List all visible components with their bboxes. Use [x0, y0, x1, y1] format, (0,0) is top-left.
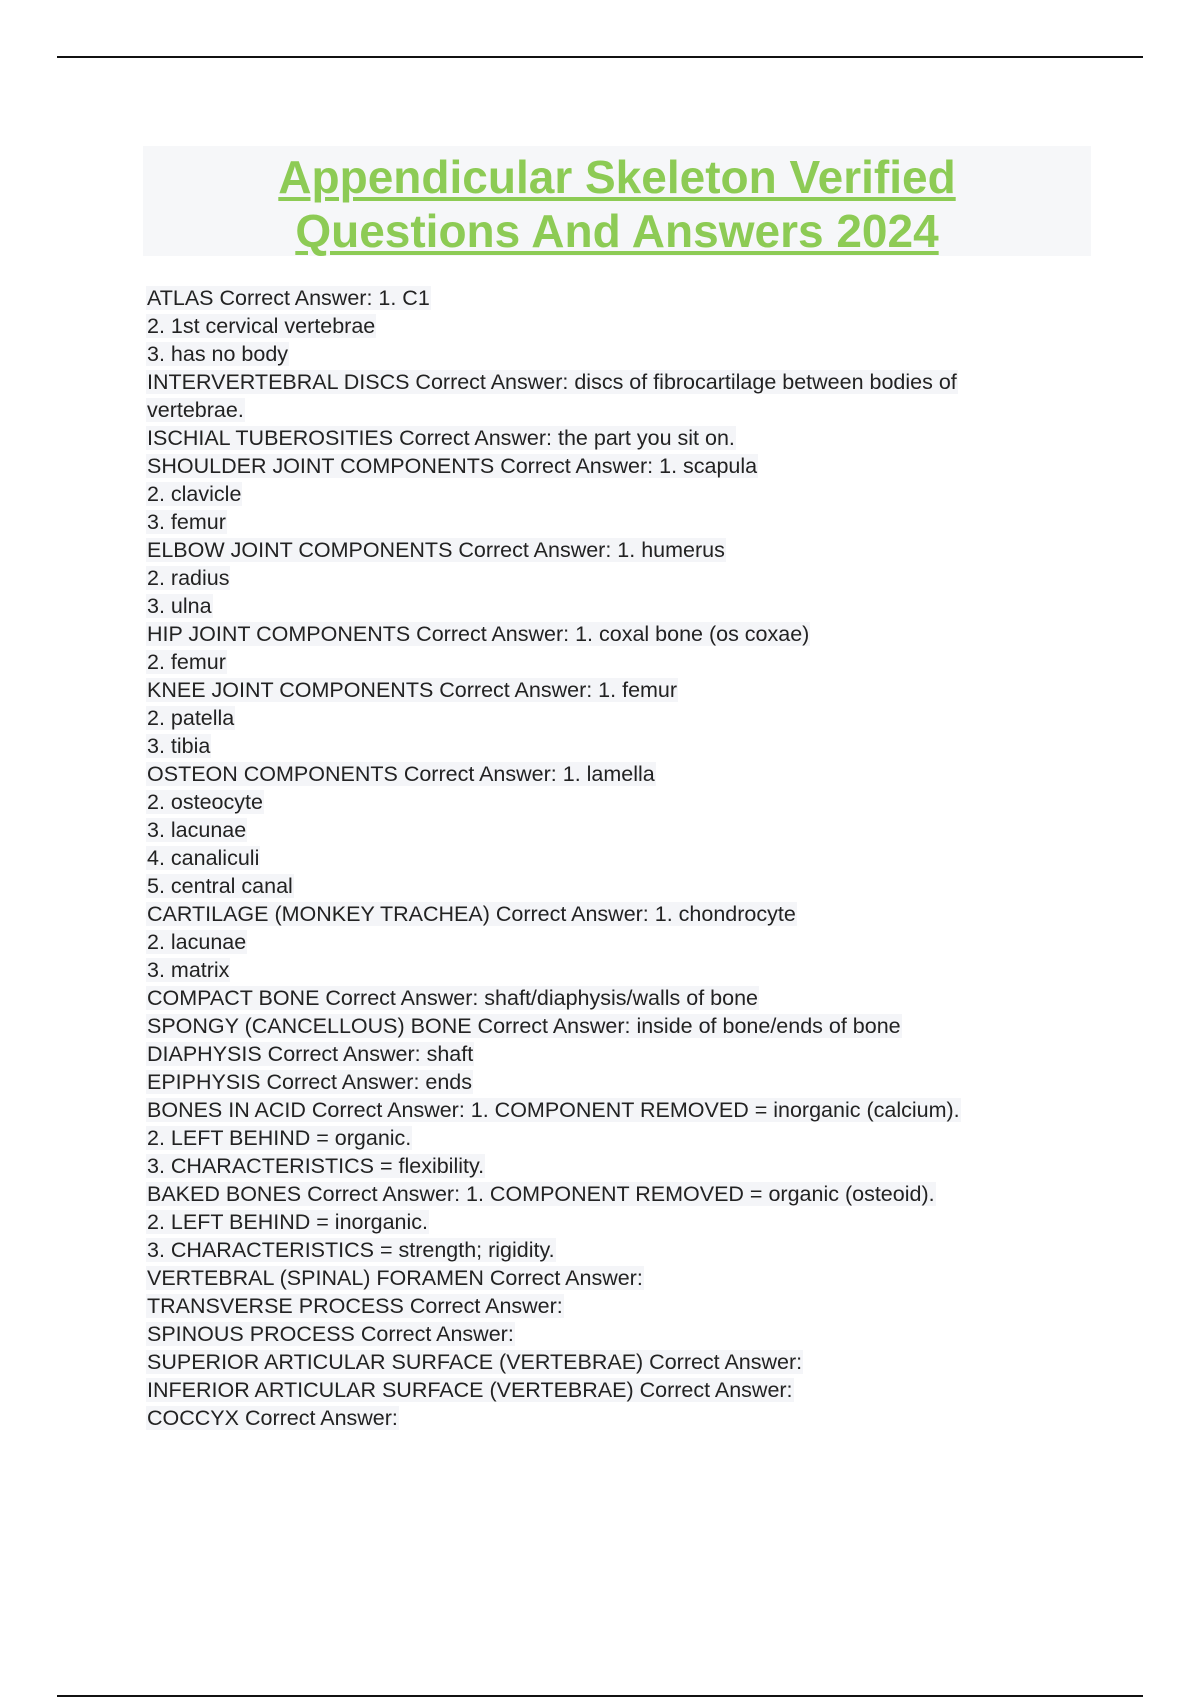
qa-line: [146, 816, 1091, 844]
qa-line-text: BONES IN ACID Correct Answer: 1. COMPONENT REMOVED = inorganic (calcium).: [147, 1098, 960, 1122]
qa-line-text: SPONGY (CANCELLOUS) BONE Correct Answer: inside of bone/ends of bone: [147, 1014, 901, 1038]
qa-line-text: ISCHIAL TUBEROSITIES Correct Answer: the part you sit on.: [147, 426, 735, 450]
qa-line-text: 2. clavicle: [147, 482, 242, 506]
qa-line: [146, 1292, 1091, 1320]
qa-line: [146, 956, 1091, 984]
qa-line-text: 3. CHARACTERISTICS = flexibility.: [147, 1154, 485, 1178]
qa-line: [146, 928, 1091, 956]
qa-line-text: COMPACT BONE Correct Answer: shaft/diaphysis/walls of bone: [147, 986, 758, 1010]
qa-line-text: 2. osteocyte: [147, 790, 263, 814]
qa-line: [146, 312, 1091, 340]
qa-line-text: vertebrae.: [147, 398, 244, 422]
qa-line: [146, 872, 1091, 900]
qa-line-text: 2. LEFT BEHIND = organic.: [147, 1126, 412, 1150]
qa-line: [146, 1068, 1091, 1096]
qa-line: [146, 1264, 1091, 1292]
footer-rule: [57, 1695, 1143, 1697]
qa-line: [146, 284, 1091, 312]
qa-line-text: SHOULDER JOINT COMPONENTS Correct Answer: 1. scapula: [147, 454, 758, 478]
qa-line: [146, 340, 1091, 368]
qa-line-text: INFERIOR ARTICULAR SURFACE (VERTEBRAE) Correct Answer:: [147, 1378, 793, 1402]
qa-line-text: INTERVERTEBRAL DISCS Correct Answer: discs of fibrocartilage between bodies of: [147, 370, 957, 394]
qa-line: [146, 760, 1091, 788]
qa-line-text: BAKED BONES Correct Answer: 1. COMPONENT REMOVED = organic (osteoid).: [147, 1182, 935, 1206]
qa-line-text: 3. lacunae: [147, 818, 247, 842]
qa-list: [146, 284, 1091, 1432]
qa-line-text: SUPERIOR ARTICULAR SURFACE (VERTEBRAE) Correct Answer:: [147, 1350, 803, 1374]
qa-line-text: 2. LEFT BEHIND = inorganic.: [147, 1210, 429, 1234]
qa-line: [146, 536, 1091, 564]
title-line-1: Appendicular Skeleton Verified: [278, 151, 956, 203]
qa-line-text: ATLAS Correct Answer: 1. C1: [147, 286, 430, 310]
qa-line: [146, 592, 1091, 620]
qa-line: [146, 1320, 1091, 1348]
qa-line-text: KNEE JOINT COMPONENTS Correct Answer: 1. femur: [147, 678, 678, 702]
qa-line-text: 3. has no body: [147, 342, 289, 366]
qa-line: [146, 424, 1091, 452]
qa-line: [146, 704, 1091, 732]
qa-line-text: HIP JOINT COMPONENTS Correct Answer: 1. coxal bone (os coxae): [147, 622, 810, 646]
header-rule: [57, 56, 1143, 58]
qa-line: [146, 368, 1091, 396]
qa-line-text: 2. lacunae: [147, 930, 247, 954]
qa-line-text: SPINOUS PROCESS Correct Answer:: [147, 1322, 514, 1346]
qa-line-text: 3. femur: [147, 510, 226, 534]
qa-line: [146, 1040, 1091, 1068]
qa-line: [146, 396, 1091, 424]
document-title: [143, 146, 1091, 258]
qa-line-text: COCCYX Correct Answer:: [147, 1406, 398, 1430]
qa-line: [146, 1376, 1091, 1404]
qa-line: [146, 844, 1091, 872]
qa-line-text: ELBOW JOINT COMPONENTS Correct Answer: 1. humerus: [147, 538, 725, 562]
qa-line-text: 4. canaliculi: [147, 846, 260, 870]
qa-line: [146, 452, 1091, 480]
qa-line-text: 2. patella: [147, 706, 235, 730]
qa-line-text: 2. femur: [147, 650, 226, 674]
qa-line: [146, 1124, 1091, 1152]
title-band: [143, 146, 1091, 256]
qa-line-text: 5. central canal: [147, 874, 293, 898]
qa-line: [146, 1208, 1091, 1236]
qa-line: [146, 788, 1091, 816]
qa-line: [146, 1348, 1091, 1376]
qa-line-text: 3. tibia: [147, 734, 211, 758]
qa-line: [146, 984, 1091, 1012]
qa-line-text: 3. matrix: [147, 958, 230, 982]
qa-line: [146, 1236, 1091, 1264]
qa-line-text: 2. radius: [147, 566, 230, 590]
qa-line: [146, 620, 1091, 648]
qa-line: [146, 1096, 1091, 1124]
qa-line: [146, 1012, 1091, 1040]
qa-line: [146, 508, 1091, 536]
qa-line-text: 3. ulna: [147, 594, 212, 618]
qa-line-text: CARTILAGE (MONKEY TRACHEA) Correct Answer: 1. chondrocyte: [147, 902, 796, 926]
qa-line: [146, 676, 1091, 704]
qa-line-text: VERTEBRAL (SPINAL) FORAMEN Correct Answer:: [147, 1266, 643, 1290]
qa-line: [146, 732, 1091, 760]
title-line-2: Questions And Answers 2024: [295, 205, 939, 257]
qa-line: [146, 648, 1091, 676]
qa-line-text: 2. 1st cervical vertebrae: [147, 314, 376, 338]
qa-line: [146, 1180, 1091, 1208]
qa-line-text: TRANSVERSE PROCESS Correct Answer:: [147, 1294, 563, 1318]
qa-line-text: OSTEON COMPONENTS Correct Answer: 1. lamella: [147, 762, 655, 786]
qa-line-text: EPIPHYSIS Correct Answer: ends: [147, 1070, 473, 1094]
qa-line: [146, 1152, 1091, 1180]
qa-line: [146, 564, 1091, 592]
qa-line: [146, 900, 1091, 928]
qa-line-text: 3. CHARACTERISTICS = strength; rigidity.: [147, 1238, 555, 1262]
qa-line: [146, 1404, 1091, 1432]
qa-line-text: DIAPHYSIS Correct Answer: shaft: [147, 1042, 474, 1066]
qa-line: [146, 480, 1091, 508]
